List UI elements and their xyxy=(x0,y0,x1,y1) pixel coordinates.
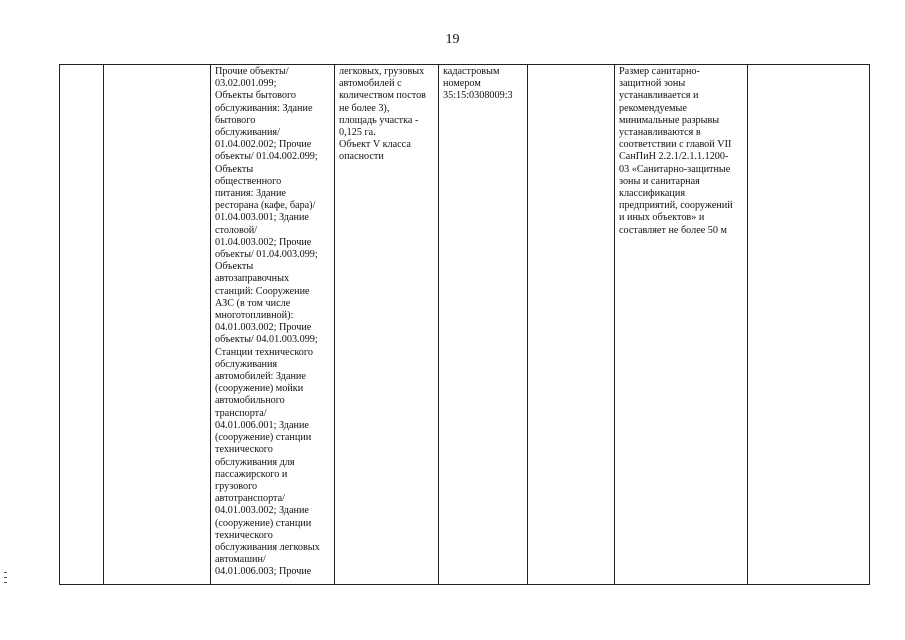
table-cell xyxy=(748,65,870,585)
table-cell xyxy=(104,65,211,585)
cell-text-line: 04.01.006.003; Прочие xyxy=(215,566,312,578)
table-cell xyxy=(60,65,104,585)
cell-text-line: автомашин/ xyxy=(215,554,266,566)
table-cell xyxy=(615,65,748,585)
cell-text-line: обслуживания xyxy=(215,358,278,370)
cell-text-line: классификация xyxy=(619,188,686,200)
table-cell xyxy=(528,65,615,585)
cell-text-line: количеством постов xyxy=(339,90,426,102)
cell-text-line: транспорта/ xyxy=(215,407,267,419)
table-cell xyxy=(211,65,335,585)
cell-text-line: станций: Сооружение xyxy=(215,285,310,297)
cell-text-line: предприятий, сооружений xyxy=(619,200,733,212)
cell-text-line: площадь участка - xyxy=(339,114,419,126)
cell-text-line: питания: Здание xyxy=(215,188,286,200)
cell-text-line: устанавливаются в xyxy=(619,127,701,139)
table-cell xyxy=(439,65,528,585)
cell-text-line: объекты/ 04.01.003.099; xyxy=(215,334,318,346)
page-number: 19 xyxy=(445,32,460,47)
cell-text-line: Объекты xyxy=(215,261,254,273)
cell-text-line: 01.04.003.002; Прочие xyxy=(215,236,312,248)
cell-text-line: объекты/ 01.04.002.099; xyxy=(215,151,318,163)
cell-text-line: Объекты бытового xyxy=(215,90,297,102)
cell-text-line: и иных объектов» и xyxy=(619,212,705,224)
cell-text-line: составляет не более 50 м xyxy=(619,224,727,236)
cell-text-line: 35:15:0308009:3 xyxy=(443,90,513,102)
cell-text-line: соответствии с главой VII xyxy=(619,139,732,151)
cell-text-line: пассажирского и xyxy=(215,468,288,480)
cell-text-line: (сооружение) мойки xyxy=(215,383,304,395)
document-table xyxy=(59,64,870,585)
table-cell xyxy=(335,65,439,585)
cell-text-line: легковых, грузовых xyxy=(339,66,425,77)
cell-text-line: грузового xyxy=(215,480,258,492)
cell-text-line: автомобильного xyxy=(215,395,285,407)
cell-text-line: бытового xyxy=(215,114,256,126)
cell-text-line: 04.01.006.001; Здание xyxy=(215,419,309,431)
cell-text-line: минимальные разрывы xyxy=(619,114,720,126)
cell-text-line: Размер санитарно- xyxy=(619,66,700,77)
cell-text-line: номером xyxy=(443,78,481,90)
cell-text-line: столовой/ xyxy=(215,224,258,236)
cell-text-line: многотопливной): xyxy=(215,310,294,322)
cell-text-line: обслуживания: Здание xyxy=(215,102,313,114)
cell-text-line: опасности xyxy=(339,151,384,163)
cell-text-line: 04.01.003.002; Прочие xyxy=(215,322,312,334)
cell-text-line: АЗС (в том числе xyxy=(215,297,291,309)
cell-text-line: Объект V класса xyxy=(339,139,411,151)
cell-text-line: 01.04.002.002; Прочие xyxy=(215,139,312,151)
cell-text-line: общественного xyxy=(215,175,282,187)
cell-text-line: обслуживания для xyxy=(215,456,295,468)
cell-text-line: 04.01.003.002; Здание xyxy=(215,505,309,517)
cell-text-line: объекты/ 01.04.003.099; xyxy=(215,249,318,261)
cell-text-line: зоны и санитарная xyxy=(619,175,700,187)
cell-text-line: Прочие объекты/ xyxy=(215,66,289,77)
cell-text-line: технического xyxy=(215,444,273,456)
margin-mark xyxy=(4,572,7,612)
table-row xyxy=(60,65,870,585)
cell-text-line: автотранспорта/ xyxy=(215,493,285,505)
cell-text-line: (сооружение) станции xyxy=(215,432,312,444)
cell-text-line: автозаправочных xyxy=(215,273,290,285)
cell-text-line: обслуживания легковых xyxy=(215,541,320,553)
cell-text-line: (сооружение) станции xyxy=(215,517,312,529)
cell-text-line: Станции технического xyxy=(215,346,313,358)
cell-text-line: Объекты xyxy=(215,163,254,175)
cell-text-line: кадастровым xyxy=(443,66,500,77)
cell-text-line: 0,125 га. xyxy=(339,127,376,139)
cell-text-line: не более 3), xyxy=(339,102,390,114)
cell-text-line: 03 «Санитарно-защитные xyxy=(619,163,731,175)
cell-text-line: ресторана (кафе, бара)/ xyxy=(215,200,316,212)
cell-text-line: обслуживания/ xyxy=(215,127,280,139)
cell-text-line: защитной зоны xyxy=(619,78,686,90)
cell-text-line: рекомендуемые xyxy=(619,102,687,114)
cell-text-line: автомобилей с xyxy=(339,78,402,90)
cell-text-line: автомобилей: Здание xyxy=(215,371,306,383)
cell-text-line: технического xyxy=(215,529,273,541)
cell-text-line: устанавливается и xyxy=(619,90,699,102)
cell-text-line: 01.04.003.001; Здание xyxy=(215,212,309,224)
cell-text-line: СанПиН 2.2.1/2.1.1.1200- xyxy=(619,151,729,163)
cell-text-line: 03.02.001.099; xyxy=(215,78,277,90)
